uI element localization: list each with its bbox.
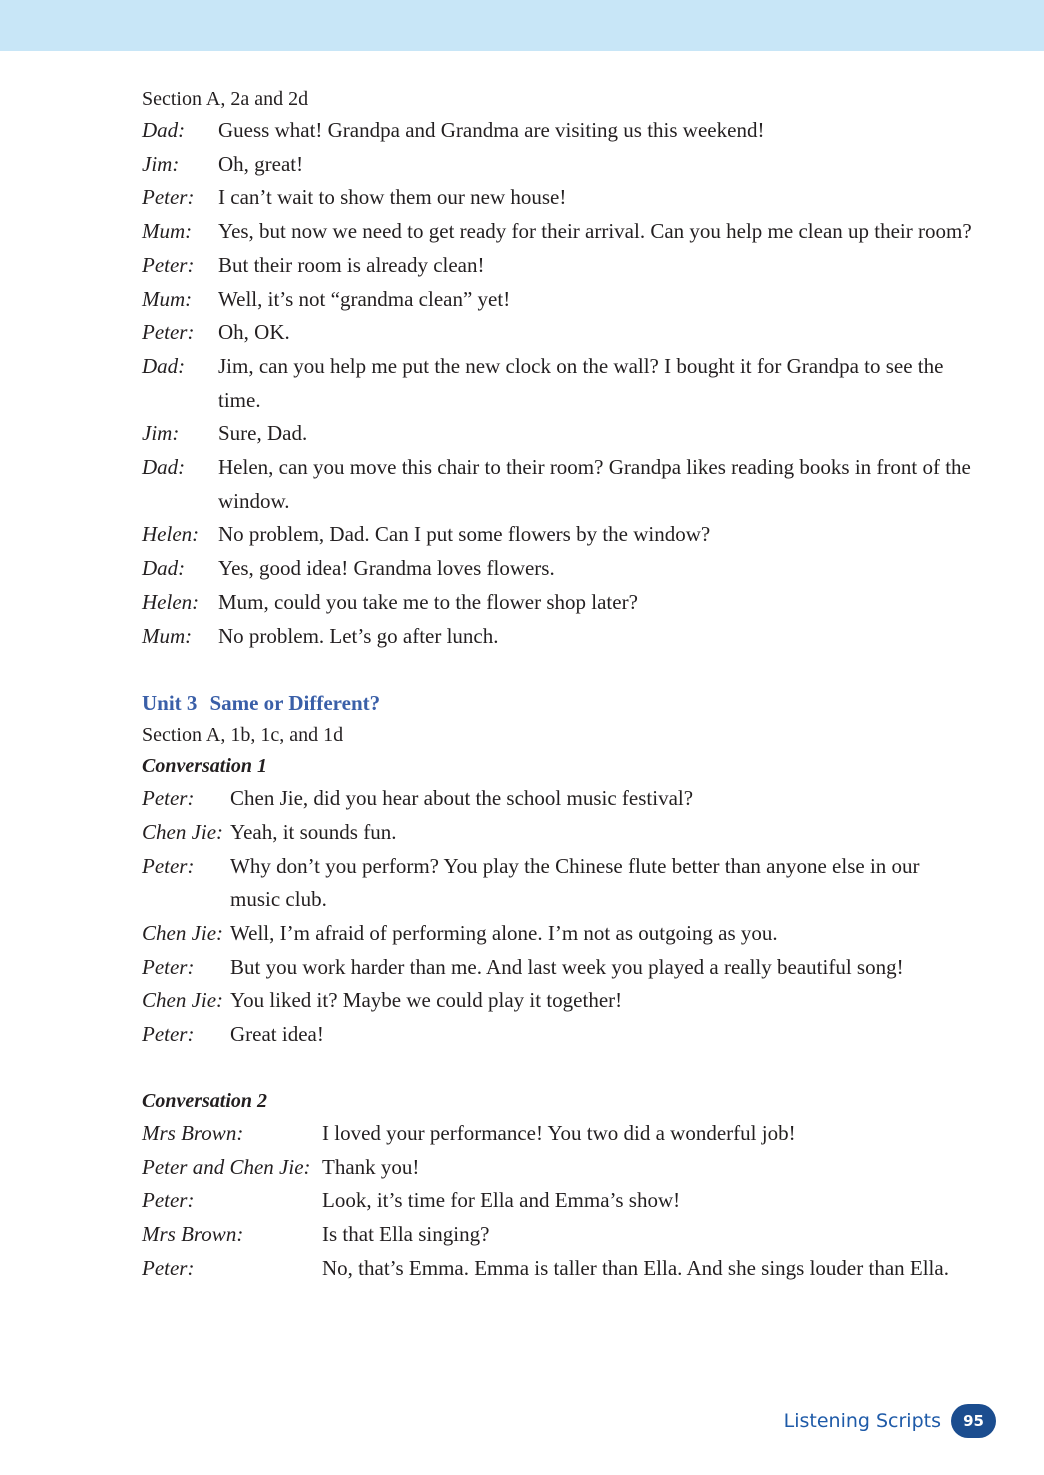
dialogue-line: [142, 417, 972, 451]
dialogue-text: Yeah, it sounds fun.: [230, 819, 397, 844]
dialogue-text: No problem, Dad. Can I put some flowers by the window?: [218, 522, 711, 547]
dialogue-line: [142, 215, 972, 249]
speaker-name: Peter:: [142, 786, 195, 811]
speaker-name: Dad:: [142, 353, 186, 378]
dialogue-line: [142, 283, 972, 317]
dialogue-text: Is that Ella singing?: [322, 1221, 490, 1246]
dialogue-text: Well, I’m afraid of performing alone. I’m not as outgoing as you.: [230, 921, 778, 946]
section-title: Section A, 2a and 2d: [142, 88, 309, 110]
conversation-title: Conversation 1: [142, 755, 268, 778]
speaker-name: Chen Jie:: [142, 921, 224, 946]
dialogue-line: [142, 816, 972, 850]
dialogue-text: Oh, OK.: [218, 320, 290, 345]
dialogue-line: [142, 114, 972, 148]
speaker-name: Helen:: [142, 589, 200, 614]
dialogue-line: [142, 249, 972, 283]
page-number-badge: 95: [951, 1404, 996, 1438]
dialogue-text: But their room is already clean!: [218, 252, 485, 277]
dialogue-text: Chen Jie, did you hear about the school music festival?: [230, 786, 694, 811]
dialogue-text: Yes, good idea! Grandma loves flowers.: [218, 556, 555, 581]
speaker-name: Peter and Chen Jie:: [142, 1154, 311, 1179]
dialogue-line: [142, 181, 972, 215]
script-content: [142, 84, 972, 1285]
dialogue-line: [142, 350, 972, 417]
dialogue-line: [142, 1218, 972, 1252]
speaker-name: Peter:: [142, 1022, 195, 1047]
dialogue-text: Sure, Dad.: [218, 421, 308, 446]
speaker-name: Peter:: [142, 320, 195, 345]
dialogue-line: [142, 586, 972, 620]
dialogue-text: I loved your performance! You two did a wonderful job!: [322, 1120, 796, 1145]
dialogue-conversation-2: [142, 1117, 972, 1286]
speaker-name: Jim:: [142, 421, 180, 446]
unit-heading: [142, 686, 972, 720]
dialogue-text: Well, it’s not “grandma clean” yet!: [218, 286, 511, 311]
speaker-name: Peter:: [142, 1255, 195, 1280]
speaker-name: Dad:: [142, 118, 186, 142]
speaker-name: Mrs Brown:: [142, 1120, 244, 1145]
dialogue-text: You liked it? Maybe we could play it together!: [230, 988, 623, 1013]
dialogue-line: [142, 1184, 972, 1218]
dialogue-line: [142, 1018, 972, 1052]
dialogue-line: [142, 1252, 972, 1286]
speaker-name: Mum:: [142, 623, 193, 648]
unit-title: Same or Different?: [209, 691, 381, 716]
dialogue-line: [142, 782, 972, 816]
speaker-name: Peter:: [142, 185, 195, 210]
speaker-name: Mum:: [142, 286, 193, 311]
speaker-name: Chen Jie:: [142, 988, 224, 1013]
dialogue-line: [142, 1151, 972, 1185]
dialogue-text: Oh, great!: [218, 151, 304, 176]
speaker-name: Mrs Brown:: [142, 1221, 244, 1246]
speaker-name: Peter:: [142, 853, 195, 878]
dialogue-text: Thank you!: [322, 1154, 420, 1179]
dialogue-section-a: [142, 114, 972, 653]
speaker-name: Jim:: [142, 151, 180, 176]
dialogue-line: [142, 148, 972, 182]
dialogue-text: No problem. Let’s go after lunch.: [218, 623, 499, 648]
dialogue-text: Mum, could you take me to the flower shop later?: [218, 589, 638, 614]
dialogue-line: [142, 451, 972, 518]
speaker-name: Mum:: [142, 219, 193, 244]
dialogue-text: Guess what! Grandpa and Grandma are visiting us this weekend!: [218, 118, 765, 142]
speaker-name: Helen:: [142, 522, 200, 547]
dialogue-text: Look, it’s time for Ella and Emma’s show!: [322, 1188, 681, 1213]
footer-label: Listening Scripts: [783, 1410, 941, 1432]
dialogue-text: No, that’s Emma. Emma is taller than Ella. And she sings louder than Ella.: [322, 1255, 949, 1280]
speaker-name: Peter:: [142, 1188, 195, 1213]
dialogue-text: Why don’t you perform? You play the Chinese flute better than anyone else in our music club.: [230, 853, 920, 912]
dialogue-line: [142, 850, 972, 917]
dialogue-line: [142, 620, 972, 654]
section-title: Section A, 1b, 1c, and 1d: [142, 724, 344, 747]
page-footer: [784, 1403, 996, 1439]
dialogue-text: Helen, can you move this chair to their room? Grandpa likes reading books in front of the window.: [218, 455, 971, 513]
dialogue-text: I can’t wait to show them our new house!: [218, 185, 567, 210]
dialogue-line: [142, 316, 972, 350]
conversation-title: Conversation 2: [142, 1089, 268, 1112]
dialogue-line: [142, 552, 972, 586]
speaker-name: Dad:: [142, 556, 186, 581]
dialogue-text: Great idea!: [230, 1022, 324, 1047]
speaker-name: Dad:: [142, 455, 186, 480]
unit-number: Unit 3: [142, 691, 198, 716]
dialogue-line: [142, 518, 972, 552]
speaker-name: Peter:: [142, 252, 195, 277]
dialogue-line: [142, 1117, 972, 1151]
header-band: [0, 0, 1044, 51]
dialogue-line: [142, 917, 972, 951]
dialogue-line: [142, 951, 972, 985]
dialogue-text: Jim, can you help me put the new clock on the wall? I bought it for Grandpa to see the time.: [218, 353, 944, 412]
dialogue-text: Yes, but now we need to get ready for their arrival. Can you help me clean up their room?: [218, 219, 972, 244]
dialogue-line: [142, 984, 972, 1018]
speaker-name: Peter:: [142, 954, 195, 979]
speaker-name: Chen Jie:: [142, 819, 224, 844]
dialogue-conversation-1: [142, 782, 972, 1052]
dialogue-text: But you work harder than me. And last week you played a really beautiful song!: [230, 954, 904, 979]
